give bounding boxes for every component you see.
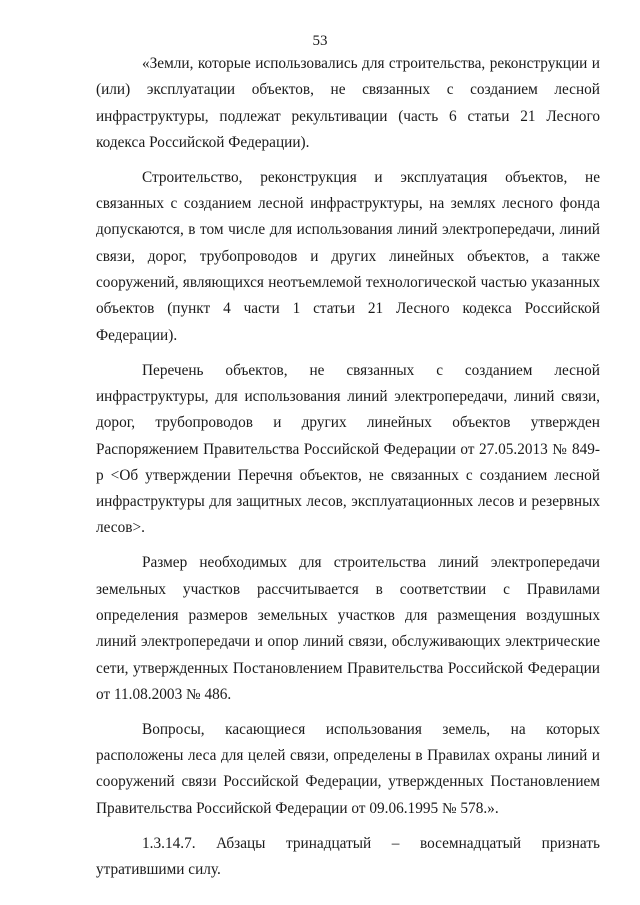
item-word-1: Абзацы — [216, 834, 266, 852]
paragraph-3: Перечень объектов, не связанных с созданием лесной инфраструктуры, для использования линий электропередачи, линий связи, дорог, трубопроводов и других линейных объектов утвержден Распоряжением Правительства Российской Федерации от 27.05.2013 № 849-р <Об утверждении Перечня объектов, не связанных с созданием лесной инфраструктуры для защитных лесов, эксплуатационных лесов и резервных лесов>. — [96, 361, 600, 537]
final-item-first-line — [96, 831, 600, 857]
paragraph-6 — [96, 831, 600, 884]
paragraph-5: Вопросы, касающиеся использования земель, на которых расположены леса для целей связи, определены в Правилах охраны линий и сооружений связи Российской Федерации, утвержденных Постановлением Правительства Российской Федерации от 09.06.1995 № 578.». — [96, 720, 600, 817]
item-word-3: восемнадцатый — [420, 834, 522, 852]
item-word-2: тринадцатый — [286, 834, 372, 852]
item-dash: – — [391, 834, 400, 852]
paragraph-2: Строительство, реконструкция и эксплуатация объектов, не связанных с созданием лесной инфраструктуры, на землях лесного фонда допускаются, в том числе для использования линий электропередачи, линий связи, дорог, трубопроводов и других линейных объектов, а также сооружений, являющихся неотъемлемой технологической частью указанных объектов (пункт 4 части 1 статьи 21 Лесного кодекса Российской Федерации). — [96, 168, 600, 344]
item-number: 1.3.14.7. — [142, 834, 196, 852]
page-number: 53 — [312, 33, 328, 49]
final-item-continuation: утратившими силу. — [96, 861, 221, 879]
paragraph-1: «Земли, которые использовались для строительства, реконструкции и (или) эксплуатации объектов, не связанных с созданием лесной инфраструктуры, подлежат рекультивации (часть 6 статьи 21 Лесного кодекса Российской Федерации). — [96, 55, 600, 151]
paragraph-4: Размер необходимых для строительства линий электропередачи земельных участков рассчитывается в соответствии с Правилами определения размеров земельных участков для размещения воздушных линий электропередачи и опор линий связи, обслуживающих электрические сети, утвержденных Постановлением Правительства Российской Федерации от 11.08.2003 № 486. — [96, 554, 600, 703]
item-word-4: признать — [541, 834, 600, 852]
document-body — [96, 51, 600, 883]
